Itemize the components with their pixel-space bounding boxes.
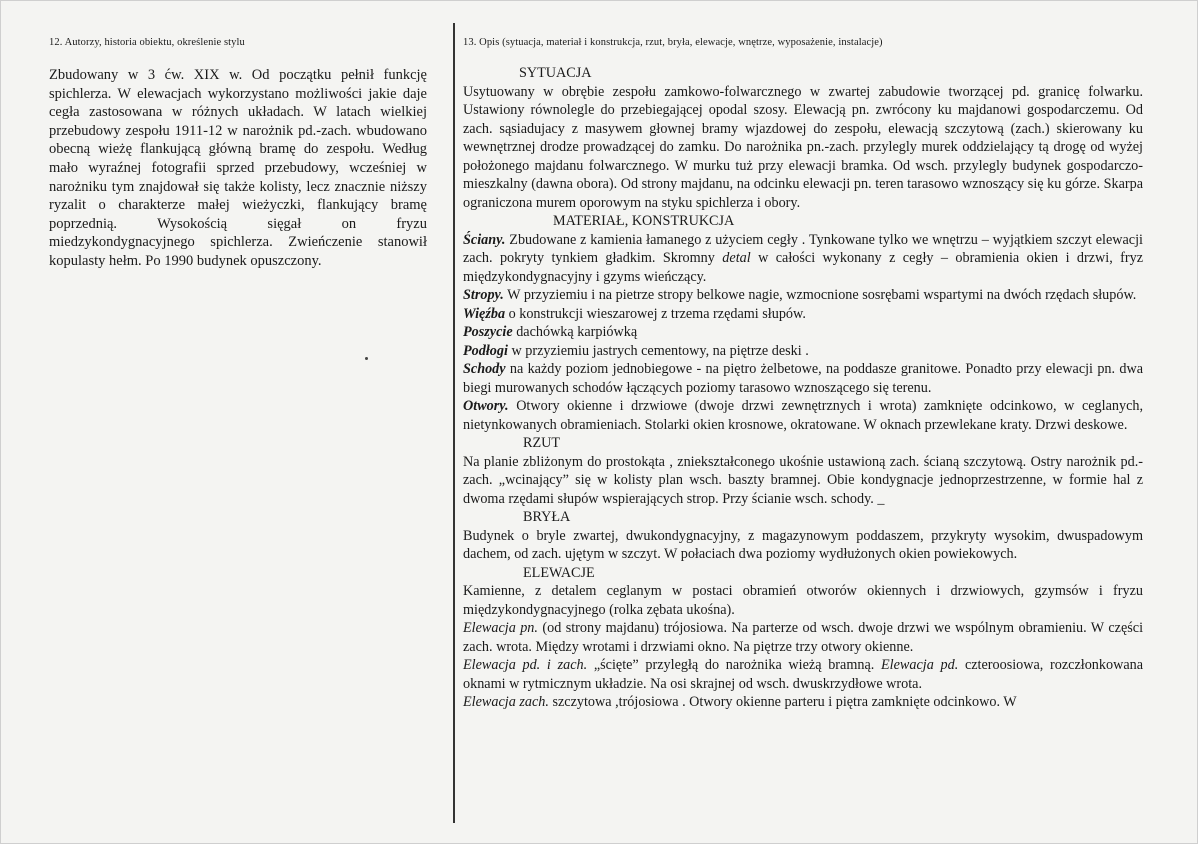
sciany-paragraph <box>463 231 1143 287</box>
sciany-text: Zbudowane z kamienia łamanego z użyciem cegły . Tynkowane tylko we wnętrzu – wyjątkiem szczyt elewacji zach. pokryty tynkiem gładkim. Skromny <box>463 231 1143 266</box>
elewacja-pd-text: czteroosiowa, rozczłonkowana oknami w rytmicznym układzie. Na osi skrajnej od wsch. dwuskrzydłowe wrota. <box>463 657 1144 692</box>
podlogi-paragraph <box>463 342 1143 361</box>
elewacja-pd-zach-label: Elewacja pd. i zach. <box>463 657 588 673</box>
sytuacja-text: Usytuowany w obrębie zespołu zamkowo-folwarcznego w zwartej zabudowie tworzącej pd. granicę folwarku. Ustawiony równolegle do przebiegającej opodal szosy. Elewacją pn. zwrócony ku majdanowi gospodarczemu. Od zach. sąsiadujacy z masywem głownej bramy wjazdowej do zespołu, elewacją szczytową (zach.) skierowany ku wewnętrznej drodze prowadzącej do zamku. Do narożnika pn.-zach. przylegly murek oddzielający tą drogę od wyżej położonego majdanu folwarcznego. W murku tuż przy elewacji bramka. Od wsch. przylegly budynek gospodarczo-mieszkalny (dawna obora). Od strony majdanu, na odcinku elewacji pn. teren tarasowo wznoszący się ku górze. Skarpa ograniczona murem oporowym na styku spichlerza i obory. <box>463 83 1143 211</box>
left-header: 12. Autorzy, historia obiektu, określenie stylu <box>49 37 245 48</box>
elewacja-zach-paragraph <box>463 693 1143 712</box>
otwory-text: Otwory okienne i drzwiowe (dwoje drzwi zewnętrznych i wrota) zamknięte odcinkowo, w ceglanych, nietynkowanych obramieniach. Stolarki okien krosnowe, okratowane. W oknach przewlekane kraty. Drzwi deskowe. <box>463 398 1144 433</box>
section-title-elewacje: ELEWACJE <box>523 564 595 581</box>
elewacja-pd-zach-paragraph <box>463 656 1143 693</box>
wiezba-paragraph <box>463 305 1143 324</box>
left-column <box>49 37 427 271</box>
elewacja-pd-zach-text: „ścięte” przyległą do narożnika wieżą bramną. <box>593 657 875 673</box>
section-title-material: MATERIAŁ, KONSTRUKCJA <box>553 213 735 229</box>
right-header: 13. Opis (sytuacja, materiał i konstrukcja, rzut, bryła, elewacje, wnętrze, wyposażenie, instalacje) <box>463 37 883 48</box>
detal-word: detal <box>722 250 751 266</box>
schody-label: Schody <box>463 361 506 377</box>
schody-text: na każdy poziom jednobiegowe - na piętro żelbetowe, na poddasze granitowe. Ponadto przy elewacji pn. dwa biegi murowanych schodów łączących poziomy tarasowo wznoszącego się terenu. <box>463 361 1143 396</box>
poszycie-paragraph <box>463 323 1143 342</box>
elewacja-zach-label: Elewacja zach. <box>463 694 549 710</box>
wiezba-label: Więźba <box>463 305 506 322</box>
elewacja-pn-label: Elewacja pn. <box>463 620 538 636</box>
stropy-label: Stropy. <box>463 287 504 303</box>
otwory-label: Otwory. <box>463 398 509 414</box>
section-title-bryla: BRYŁA <box>523 509 571 525</box>
sciany-label: Ściany. <box>463 231 506 248</box>
otwory-paragraph <box>463 397 1143 434</box>
stray-dot <box>365 357 368 360</box>
rzut-text: Na planie zbliżonym do prostokąta , zniekształconego ukośnie ustawioną zach. ścianą szczytową. Ostry narożnik pd.-zach. „wcinający” się w kolisty plan wsch. baszty bramnej. Obie kondygnacje jednoprzestrzenne, w formie hal z dwoma rzędami słupów wspierających strop. Przy ścianie wsch. schody. _ <box>463 453 1143 507</box>
elewacja-pn-text: (od strony majdanu) trójosiowa. Na parterze od wsch. dwoje drzwi we wspólnym obramieniu. W części zach. wrota. Między wrotami i drzwiami okno. Na piętrze trzy otwory okienne. <box>463 620 1144 655</box>
podlogi-label: Podłogi <box>463 342 508 359</box>
section-title-sytuacja: SYTUACJA <box>519 65 592 81</box>
stropy-text: W przyziemiu i na pietrze stropy belkowe nagie, wzmocnione sosrębami wspartymi na dwóch rzędach słupów. <box>507 287 1137 303</box>
column-divider <box>453 23 455 823</box>
schody-paragraph <box>463 360 1143 397</box>
elewacja-pn-paragraph <box>463 619 1143 656</box>
stropy-paragraph <box>463 286 1143 305</box>
poszycie-text: dachówką karpiówką <box>516 324 638 340</box>
elewacje-text: Kamienne, z detalem ceglanym w postaci obramień otworów okiennych i drzwiowych, gzymsów i fryzu międzykondygnacyjnego (rolka zębata ukośna). <box>463 583 1143 618</box>
elewacja-pd-label: Elewacja pd. <box>881 657 959 673</box>
podlogi-text: w przyziemiu jastrych cementowy, na piętrze deski . <box>511 342 809 359</box>
description-body <box>463 64 1143 712</box>
left-history-text: Zbudowany w 3 ćw. XIX w. Od początku pełnił funkcję spichlerza. W elewacjach wykorzystano możliwości jakie daje cegła zastosowana w różnych układach. W latach wielkiej przebudowy zespołu 1911-12 w narożnik pd.-zach. wbudowano obecną wieżę flankującą główną bramę do zespołu. Według mało wyraźnej fotografii sprzed przebudowy, wcześniej w narożniku tym znajdował się także kolisty, lecz znacznie niższy ryzalit o charakterze małej wieżyczki, flankujący bramę poprzednią. Wysokością sięgał on fryzu miedzykondygnacyjnego spichlerza. Zwieńczenie stanowił kopulasty hełm. Po 1990 budynek opuszczony. <box>49 67 427 269</box>
right-column <box>463 37 1143 712</box>
wiezba-text: o konstrukcji wieszarowej z trzema rzędami słupów. <box>508 305 806 322</box>
elewacja-zach-text: szczytowa ,trójosiowa . Otwory okienne parteru i piętra zamknięte odcinkowo. W <box>552 694 1017 710</box>
sciany-text-2: w całości wykonany z cegły – obramienia okien i drzwi, fryz międzykondygnacyjny i gzyms wieńczący. <box>463 250 1144 285</box>
section-title-rzut: RZUT <box>523 435 561 451</box>
poszycie-label: Poszycie <box>463 324 513 340</box>
bryla-text: Budynek o bryle zwartej, dwukondygnacyjny, z magazynowym poddaszem, przykryty wysokim, dwuspadowym dachem, od zach. ujętym w szczyt. W połaciach dwa poziomy wydłużonych okien powiekowych. <box>463 527 1143 562</box>
